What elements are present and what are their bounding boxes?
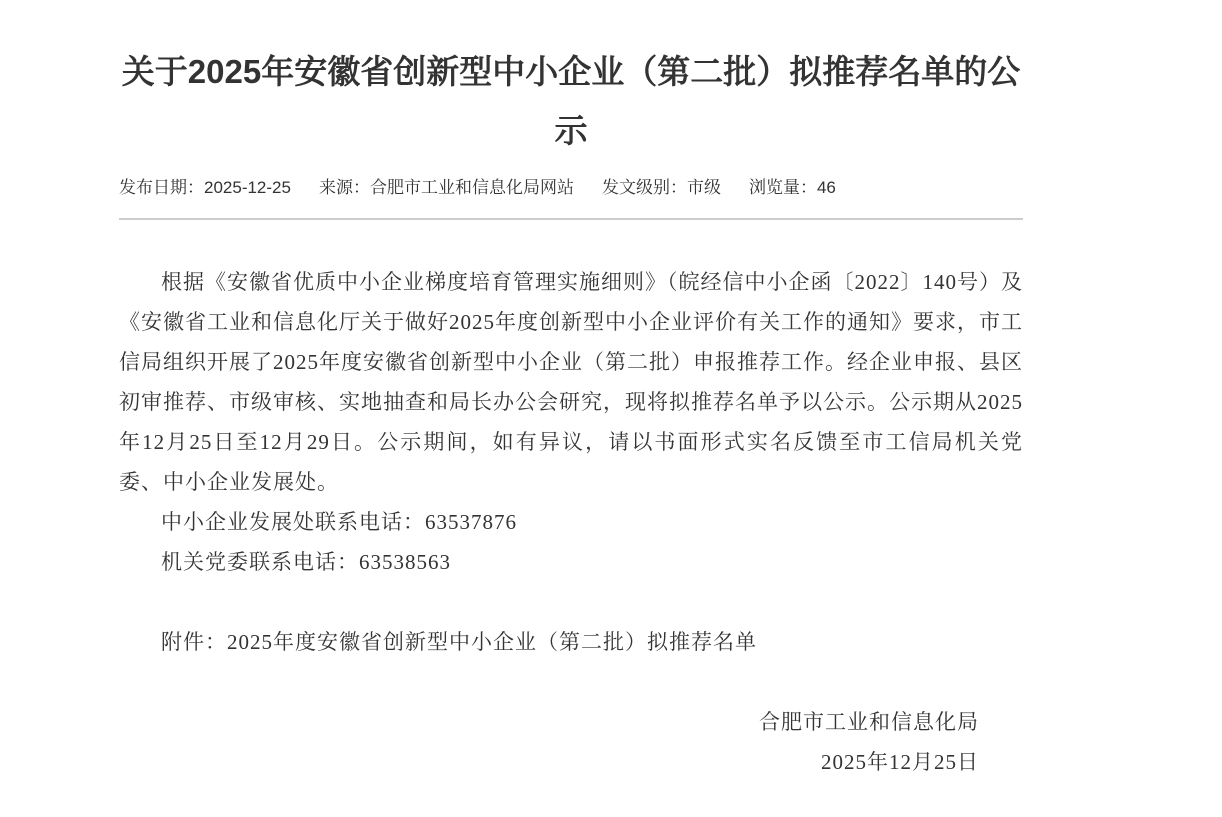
attachment-line: 附件：2025年度安徽省创新型中小企业（第二批）拟推荐名单 xyxy=(161,630,757,654)
doc-level xyxy=(602,176,721,200)
publish-date-value: 2025-12-25 xyxy=(204,178,291,197)
main-paragraph: 根据《安徽省优质中小企业梯度培育管理实施细则》（皖经信中小企函〔2022〕140号）及《安徽省工业和信息化厅关于做好2025年度创新型中小企业评价有关工作的通知》要求，市工信局组织开展了2025年度安徽省创新型中小企业（第二批）申报推荐工作。经企业申报、县区初审推荐、市级审核、实地抽查和局长办公会研究，现将拟推荐名单予以公示。公示期从2025年12月25日至12月29日。公示期间，如有异议，请以书面形式实名反馈至市工信局机关党委、中小企业发展处。 xyxy=(119,270,1023,494)
document-body xyxy=(119,262,1023,782)
view-count xyxy=(749,176,836,200)
contact-phone-sme-division: 中小企业发展处联系电话：63537876 xyxy=(161,510,517,534)
source xyxy=(319,176,574,200)
signer-name: 合肥市工业和信息化局 xyxy=(759,710,979,734)
publish-date xyxy=(119,176,291,200)
header-divider xyxy=(119,218,1023,220)
source-label: 来源： xyxy=(318,178,370,197)
publish-date-label: 发布日期： xyxy=(119,178,204,197)
signature-block xyxy=(119,702,1023,782)
doc-level-label: 发文级别： xyxy=(601,178,687,197)
meta-row xyxy=(119,176,1023,200)
contact-phone-party-committee: 机关党委联系电话：63538563 xyxy=(161,550,451,574)
announcement-document xyxy=(119,0,1023,782)
view-count-label: 浏览量： xyxy=(748,178,817,197)
source-value: 合肥市工业和信息化局网站 xyxy=(369,178,574,197)
signature-date: 2025年12月25日 xyxy=(821,750,979,774)
view-count-value: 46 xyxy=(816,178,836,197)
doc-level-value: 市级 xyxy=(686,178,721,197)
page-title: 关于2025年安徽省创新型中小企业（第二批）拟推荐名单的公示 xyxy=(121,53,1021,149)
